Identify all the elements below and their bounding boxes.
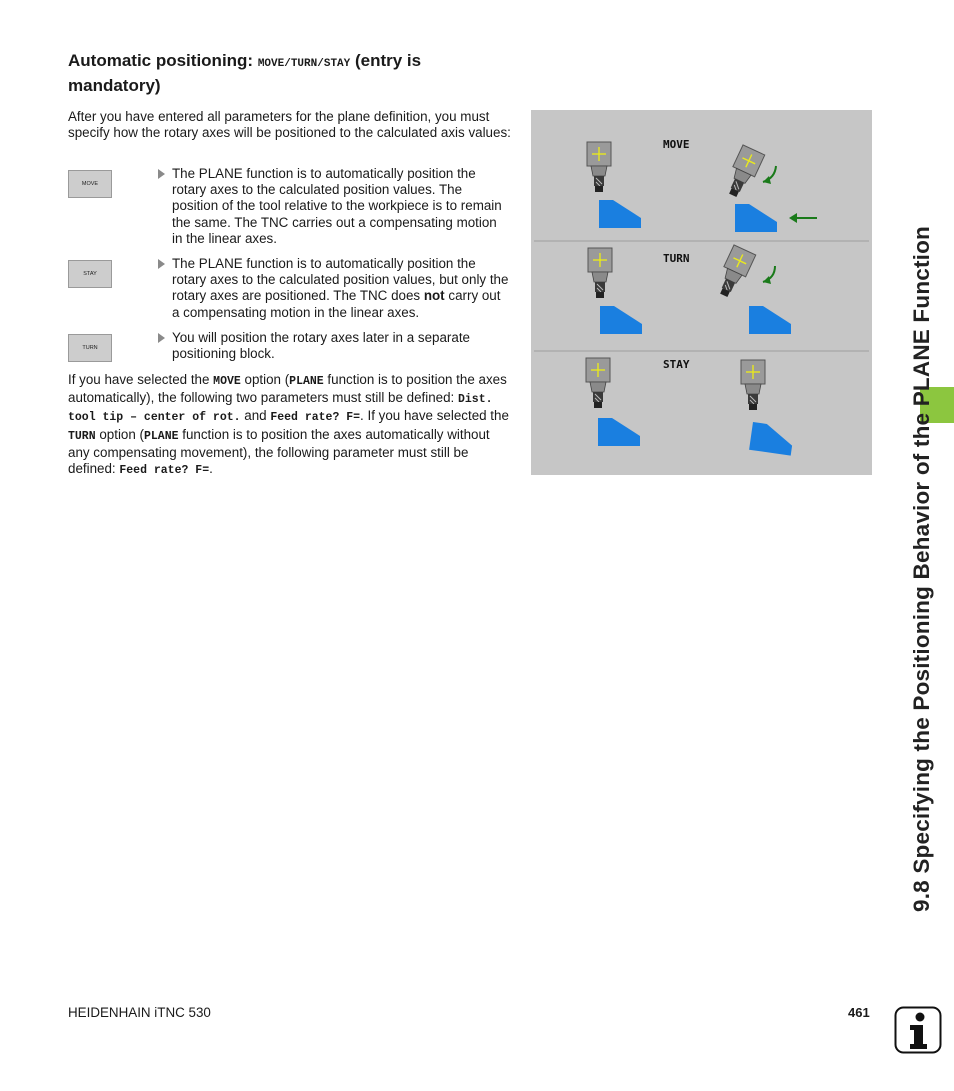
chapter-side-title: 9.8 Specifying the Positioning Behavior of the PLANE Function bbox=[909, 225, 934, 912]
bullet-arrow-icon bbox=[158, 169, 165, 179]
para-code: PLANE bbox=[289, 375, 324, 388]
heading-text-2: (entry is mandatory) bbox=[68, 51, 422, 95]
workpiece-shape bbox=[599, 200, 641, 228]
panel-label-stay: STAY bbox=[663, 358, 690, 371]
para-text: and bbox=[240, 408, 271, 424]
para-text: option ( bbox=[240, 372, 290, 387]
bullet-text-before: The PLANE function is to automatically position the rotary axes to the calculated position values, but only the rotary axes are positioned. The TNC does bbox=[172, 256, 509, 304]
softkey-move[interactable]: MOVE bbox=[68, 170, 112, 198]
para-code: Feed rate? F= bbox=[119, 464, 210, 478]
para-code: Dist. tool tip – center of rot. bbox=[68, 393, 493, 425]
intro-paragraph: After you have entered all parameters for the plane definition, you must specify how the rotary axes will be positioned to the calculated axis values: bbox=[68, 109, 511, 141]
workpiece-shape bbox=[598, 418, 640, 446]
positioning-illustration bbox=[531, 110, 872, 475]
bullet-text bbox=[158, 256, 510, 321]
para-code: TURN bbox=[68, 429, 96, 443]
bullet-text-after: carry out a compensating motion in the linear axes. bbox=[172, 288, 501, 320]
para-text: If you have selected the bbox=[68, 372, 214, 387]
tool-icon bbox=[588, 248, 612, 298]
para-text: . If you have selected the bbox=[360, 408, 509, 424]
tool-icon bbox=[587, 142, 611, 192]
bullet-text: You will position the rotary axes later in a separate positioning block. bbox=[172, 330, 470, 362]
para-text: option ( bbox=[95, 426, 144, 442]
page-number: 461 bbox=[848, 1005, 870, 1020]
tool-icon bbox=[713, 245, 756, 300]
workpiece-shape bbox=[749, 306, 791, 334]
bullet-stay bbox=[158, 256, 510, 321]
para-code: PLANE bbox=[144, 429, 179, 443]
workpiece-shape bbox=[600, 306, 642, 334]
panel-label-move: MOVE bbox=[663, 138, 690, 151]
info-icon bbox=[894, 1006, 942, 1054]
tool-icon bbox=[586, 358, 610, 408]
workpiece-shape bbox=[749, 422, 794, 456]
heading-code: MOVE/TURN/STAY bbox=[257, 58, 351, 70]
para-code: MOVE bbox=[213, 375, 241, 388]
para-code: Feed rate? F= bbox=[270, 411, 361, 425]
parameters-paragraph bbox=[68, 372, 513, 479]
arrow-head-icon bbox=[789, 213, 797, 223]
tool-icon bbox=[741, 360, 765, 410]
bullet-move bbox=[158, 166, 510, 247]
bullet-text-bold: not bbox=[423, 288, 445, 304]
bullet-arrow-icon bbox=[158, 259, 165, 269]
section-heading bbox=[68, 50, 518, 96]
heading-text-1: Automatic positioning: bbox=[68, 51, 258, 70]
softkey-turn[interactable]: TURN bbox=[68, 334, 112, 362]
bullet-arrow-icon bbox=[158, 333, 165, 343]
workpiece-shape bbox=[735, 204, 777, 232]
panel-label-turn: TURN bbox=[663, 252, 690, 265]
para-text: function is to position the axes automatically), the following two parameters must still be defined: bbox=[68, 372, 507, 406]
positioning-figure bbox=[531, 110, 872, 475]
softkey-stay[interactable]: STAY bbox=[68, 260, 112, 288]
footer-product: HEIDENHAIN iTNC 530 bbox=[68, 1005, 211, 1020]
para-text: function is to position the axes automatically without any compensating movement), the following parameter must still be defined: bbox=[68, 426, 490, 477]
bullet-text: The PLANE function is to automatically position the rotary axes to the calculated position values. The position of the tool relative to the workpiece is to remain the same. The TNC carries out a compensating motion in the linear axes. bbox=[172, 166, 502, 246]
bullet-turn bbox=[158, 330, 510, 362]
para-text: . bbox=[209, 461, 213, 477]
tool-icon bbox=[722, 145, 765, 200]
